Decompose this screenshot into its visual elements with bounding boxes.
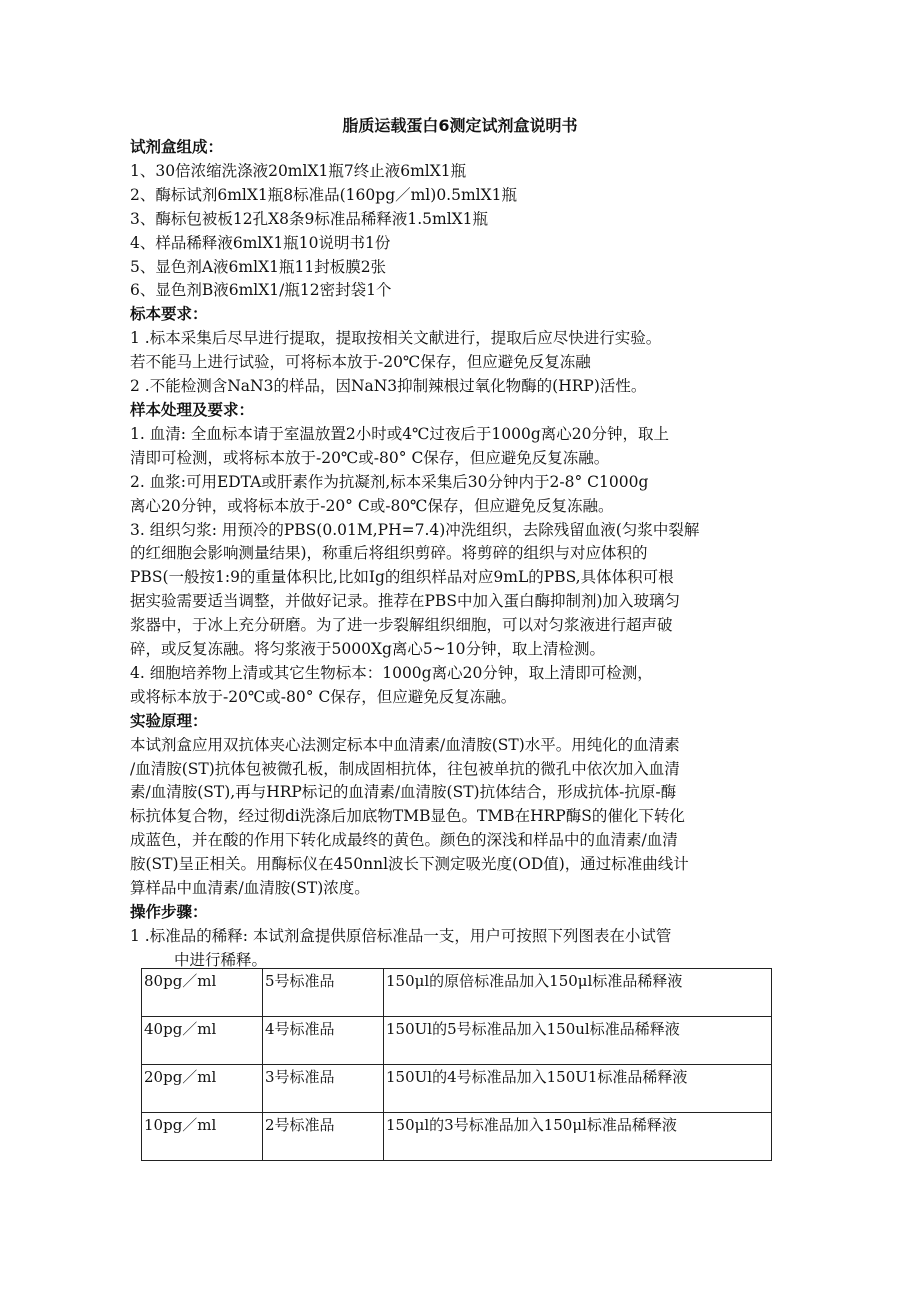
kit-line: 5、显色剂A液6mlX1瓶11封板膜2张 bbox=[130, 257, 387, 276]
procedure-step-1: 1 .标准品的稀释: 本试剂盒提供原倍标准品一支，用户可按照下列图表在小试管 bbox=[130, 926, 672, 945]
section-heading-kit: 试剂盒组成： bbox=[130, 138, 224, 156]
table-cell-description: 150μl的原倍标准品加入150μl标准品稀释液 bbox=[384, 969, 772, 1017]
processing-line: 1. 血清: 全血标本请于室温放置2小时或4℃过夜后于1000g离心20分钟，取上 bbox=[130, 424, 670, 443]
table-row bbox=[142, 1113, 772, 1161]
table-cell-description: 150μl的3号标准品加入150μl标准品稀释液 bbox=[384, 1113, 772, 1161]
kit-line: 6、显色剂B液6mlX1/瓶12密封袋1个 bbox=[130, 281, 392, 300]
table-row bbox=[142, 1065, 772, 1113]
processing-line: 碎，或反复冻融。将匀浆液于5000Xg离心5~10分钟，取上清检测。 bbox=[130, 640, 605, 659]
principle-line: 素/血清胺(ST),再与HRP标记的血清素/血清胺(ST)抗体结合，形成抗体-抗原-酶 bbox=[130, 783, 677, 802]
section-heading-processing: 样本处理及要求： bbox=[130, 400, 255, 419]
processing-line: 据实验需要适当调整，并做好记录。推荐在PBS中加入蛋白酶抑制剂)加入玻璃匀 bbox=[130, 592, 680, 611]
principle-line: 胺(ST)呈正相关。用酶标仪在450nnl波长下测定吸光度(OD值)，通过标准曲线计 bbox=[130, 855, 689, 874]
principle-line: /血清胺(ST)抗体包被微孔板，制成固相抗体，往包被单抗的微孔中依次加入血清 bbox=[130, 759, 680, 778]
specimen-line: 1 .标本采集后尽早进行提取，提取按相关文献进行，提取后应尽快进行实验。 bbox=[130, 329, 662, 348]
principle-line: 本试剂盒应用双抗体夹心法测定标本中血清素/血清胺(ST)水平。用纯化的血清素 bbox=[130, 735, 680, 754]
kit-line: 4、样品稀释液6mlX1瓶10说明书1份 bbox=[130, 233, 391, 252]
procedure-step-1-continuation: 中进行稀释。 bbox=[174, 950, 268, 969]
standard-dilution-table bbox=[141, 968, 772, 1161]
table-cell-concentration: 80pg／ml bbox=[142, 969, 263, 1017]
section-heading-specimen: 标本要求： bbox=[130, 305, 208, 324]
section-heading-principle: 实验原理： bbox=[130, 711, 208, 730]
processing-line: 或将标本放于-20℃或-80° C保存，但应避免反复冻融。 bbox=[130, 687, 517, 706]
processing-line: 清即可检测，或将标本放于-20℃或-80° C保存，但应避免反复冻融。 bbox=[130, 448, 610, 467]
principle-line: 标抗体复合物，经过彻di洗涤后加底物TMB显色。TMB在HRP酶S的催化下转化 bbox=[130, 807, 685, 826]
processing-line: 浆器中，于冰上充分研磨。为了进一步裂解组织细胞，可以对匀浆液进行超声破 bbox=[130, 616, 673, 635]
processing-line: 3. 组织匀浆: 用预冷的PBS(0.01M,PH=7.4)冲洗组织，去除残留血液(匀浆中裂解 bbox=[130, 520, 700, 539]
table-cell-concentration: 10pg／ml bbox=[142, 1113, 263, 1161]
document-title: 脂质运载蛋白6测定试剂盒说明书 bbox=[342, 116, 578, 135]
table-cell-concentration: 40pg／ml bbox=[142, 1017, 263, 1065]
processing-line: 2. 血浆:可用EDTA或肝素作为抗凝剂,标本采集后30分钟内于2-8° C1000g bbox=[130, 472, 649, 491]
table-cell-concentration: 20pg／ml bbox=[142, 1065, 263, 1113]
table-cell-description: 150Ul的4号标准品加入150U1标准品稀释液 bbox=[384, 1065, 772, 1113]
section-heading-procedure: 操作步骤： bbox=[130, 903, 208, 921]
specimen-line: 若不能马上进行试验，可将标本放于-20℃保存，但应避免反复冻融 bbox=[130, 353, 591, 372]
document-body bbox=[130, 136, 790, 973]
processing-line: 离心20分钟，或将标本放于-20° C或-80℃保存，但应避免反复冻融。 bbox=[130, 496, 614, 515]
kit-line: 2、酶标试剂6mlX1瓶8标准品(160pg／ml)0.5mlX1瓶 bbox=[130, 185, 518, 204]
table-cell-standard: 4号标准品 bbox=[263, 1017, 384, 1065]
table-cell-standard: 5号标准品 bbox=[263, 969, 384, 1017]
kit-line: 3、酶标包被板12孔X8条9标准品稀释液1.5mlX1瓶 bbox=[130, 209, 489, 228]
table-cell-standard: 2号标准品 bbox=[263, 1113, 384, 1161]
processing-line: 4. 细胞培养物上清或其它生物标本：1000g离心20分钟，取上清即可检测， bbox=[130, 663, 653, 682]
principle-line: 算样品中血清素/血清胺(ST)浓度。 bbox=[130, 879, 370, 898]
principle-line: 成蓝色，并在酸的作用下转化成最终的黄色。颜色的深浅和样品中的血清素/血清 bbox=[130, 831, 678, 850]
table-row bbox=[142, 969, 772, 1017]
table-row bbox=[142, 1017, 772, 1065]
processing-line: PBS(一般按1:9的重量体积比,比如Ig的组织样品对应9mL的PBS,具体体积可根 bbox=[130, 568, 674, 587]
table-cell-standard: 3号标准品 bbox=[263, 1065, 384, 1113]
table-cell-description: 150Ul的5号标准品加入150ul标准品稀释液 bbox=[384, 1017, 772, 1065]
specimen-line: 2 .不能检测含NaN3的样品，因NaN3抑制辣根过氧化物酶的(HRP)活性。 bbox=[130, 377, 647, 396]
processing-line: 的红细胞会影响测量结果)，称重后将组织剪碎。将剪碎的组织与对应体积的 bbox=[130, 544, 648, 563]
kit-line: 1、30倍浓缩洗涤液20mlX1瓶7终止液6mlX1瓶 bbox=[130, 161, 467, 180]
